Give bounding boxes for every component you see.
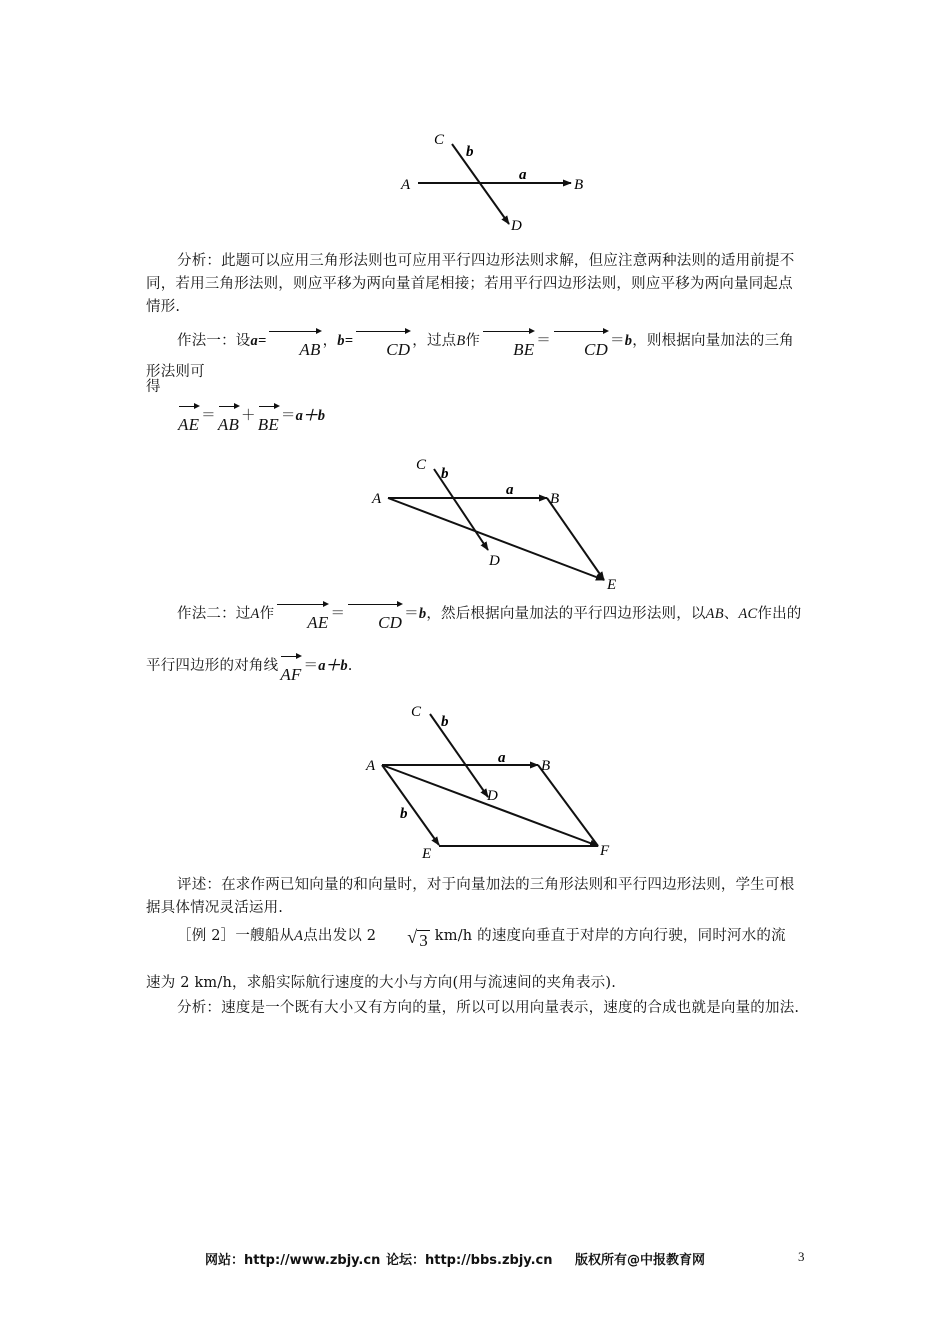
- label-vector-a: a: [498, 750, 506, 766]
- label-b-point: B: [550, 491, 560, 507]
- label-d-point: D: [487, 788, 498, 804]
- vector-be-notation: BE: [258, 400, 279, 436]
- label-vector-a: a: [506, 482, 514, 498]
- method-one-continuation: 得: [146, 379, 161, 395]
- equals: ＝: [201, 408, 216, 424]
- label-f-point: F: [600, 843, 610, 859]
- label-a-point: A: [372, 491, 382, 507]
- method-two-continuation: [146, 650, 806, 686]
- method-one-text: ，则根据向量加法的三角形法则可: [146, 333, 794, 380]
- equals: ＝: [610, 333, 625, 349]
- method-two-text: 作出的: [757, 606, 802, 622]
- example-two-paragraph: [146, 925, 806, 952]
- figure-3: [365, 704, 610, 862]
- footer-forum: 论坛：http://bbs.zbjy.cn: [386, 1253, 553, 1268]
- vector-cd: [430, 714, 488, 797]
- sqrt-three: [376, 929, 430, 952]
- label-vector-b: b: [466, 144, 474, 160]
- equals: ＝: [536, 333, 551, 349]
- method-one-text: ，过点: [412, 333, 457, 349]
- label-e-point: E: [422, 846, 432, 862]
- vector-ae: [382, 765, 439, 845]
- vector-ab-notation: AB: [268, 325, 320, 361]
- point-b: B: [456, 333, 466, 349]
- vector-be: [547, 498, 604, 580]
- example-two-text: 点出发以 2: [303, 928, 377, 944]
- method-two-paragraph: [146, 598, 806, 634]
- equals: ＝: [280, 408, 296, 424]
- analysis-two-paragraph: 分析：速度是一个既有大小又有方向的量，所以可以用向量表示，速度的合成也就是向量的加法.: [177, 1000, 800, 1016]
- method-one-text: 作: [465, 333, 481, 349]
- plus: ＋: [241, 408, 256, 424]
- equals: ＝: [330, 606, 346, 622]
- label-vector-b-upper: b: [441, 714, 449, 730]
- review-paragraph: 评述：在求作两已知向量的和向量时，对于向量加法的三角形法则和平行四边形法则，学生可根据具体情况灵活运用.: [146, 877, 795, 916]
- segment-ac: AC: [738, 606, 758, 622]
- label-c-point: C: [434, 132, 445, 148]
- method-two-text: 作: [259, 606, 275, 622]
- vector-cd-notation: CD: [355, 325, 410, 361]
- method-two-text: 作法二：过: [177, 606, 251, 622]
- vector-ae-notation: AE: [276, 598, 328, 634]
- example-two-continuation: 速为 2 km/h，求船实际航行速度的大小与方向(用与流速间的夹角表示).: [146, 975, 617, 991]
- point-a: A: [294, 928, 304, 944]
- method-two-text: 平行四边形的对角线: [146, 658, 279, 674]
- figure-1: [400, 132, 583, 234]
- method-one-text: 作法一：设: [177, 333, 251, 349]
- label-vector-a: a: [519, 167, 527, 183]
- label-vector-b-lower: b: [400, 806, 408, 822]
- sum-a-plus-b: a＋b: [318, 658, 348, 674]
- var-b: b: [624, 333, 633, 349]
- footer-copyright: 版权所有@中报教育网: [575, 1253, 706, 1268]
- vector-be-notation: BE: [482, 325, 534, 361]
- var-a: a=: [250, 333, 267, 349]
- label-e-point: E: [607, 577, 617, 593]
- equals: ＝: [404, 606, 419, 622]
- var-b: b=: [337, 333, 354, 349]
- label-vector-b: b: [441, 466, 449, 482]
- period: .: [347, 658, 353, 674]
- figure-2: [371, 457, 616, 593]
- sum-a-plus-b: a＋b: [295, 408, 326, 424]
- formula-ae: [176, 400, 836, 436]
- vector-af: [382, 765, 598, 846]
- label-a-point: A: [366, 758, 376, 774]
- var-b: b: [418, 606, 427, 622]
- label-c-point: C: [416, 457, 427, 473]
- label-d-point: D: [489, 553, 500, 569]
- vector-af-notation: AF: [280, 650, 301, 686]
- vector-ab-notation: AB: [218, 400, 239, 436]
- example-two-text: ［例 2］一艘船从: [177, 928, 295, 944]
- label-c-point: C: [411, 704, 422, 720]
- separator: 、: [723, 606, 739, 622]
- vector-cd-notation: CD: [553, 325, 608, 361]
- method-two-text: ，然后根据向量加法的平行四边形法则，以: [426, 606, 706, 622]
- footer-website: 网站：http://www.zbjy.cn: [205, 1253, 381, 1268]
- segment-ab: AB: [705, 606, 724, 622]
- example-two-text: km/h 的速度向垂直于对岸的方向行驶，同时河水的流: [429, 928, 786, 944]
- point-a: A: [250, 606, 260, 622]
- vector-cd-notation: CD: [347, 598, 402, 634]
- label-a-point: A: [401, 177, 411, 193]
- vector-ae-notation: AE: [178, 400, 199, 436]
- analysis-paragraph: 分析：此题可以应用三角形法则也可应用平行四边形法则求解，但应注意两种法则的适用前提不同，若用三角形法则，则应平移为两向量首尾相接；若用平行四边形法则，则应平移为两向量同起点情形.: [146, 253, 795, 315]
- label-d-point: D: [511, 218, 522, 234]
- label-b-point: B: [541, 758, 551, 774]
- equals: ＝: [303, 658, 319, 674]
- page-number: 3: [798, 1249, 805, 1264]
- sqrt-radicand: 3: [419, 931, 428, 950]
- label-b-point: B: [574, 177, 584, 193]
- method-one-text: ，: [322, 333, 338, 349]
